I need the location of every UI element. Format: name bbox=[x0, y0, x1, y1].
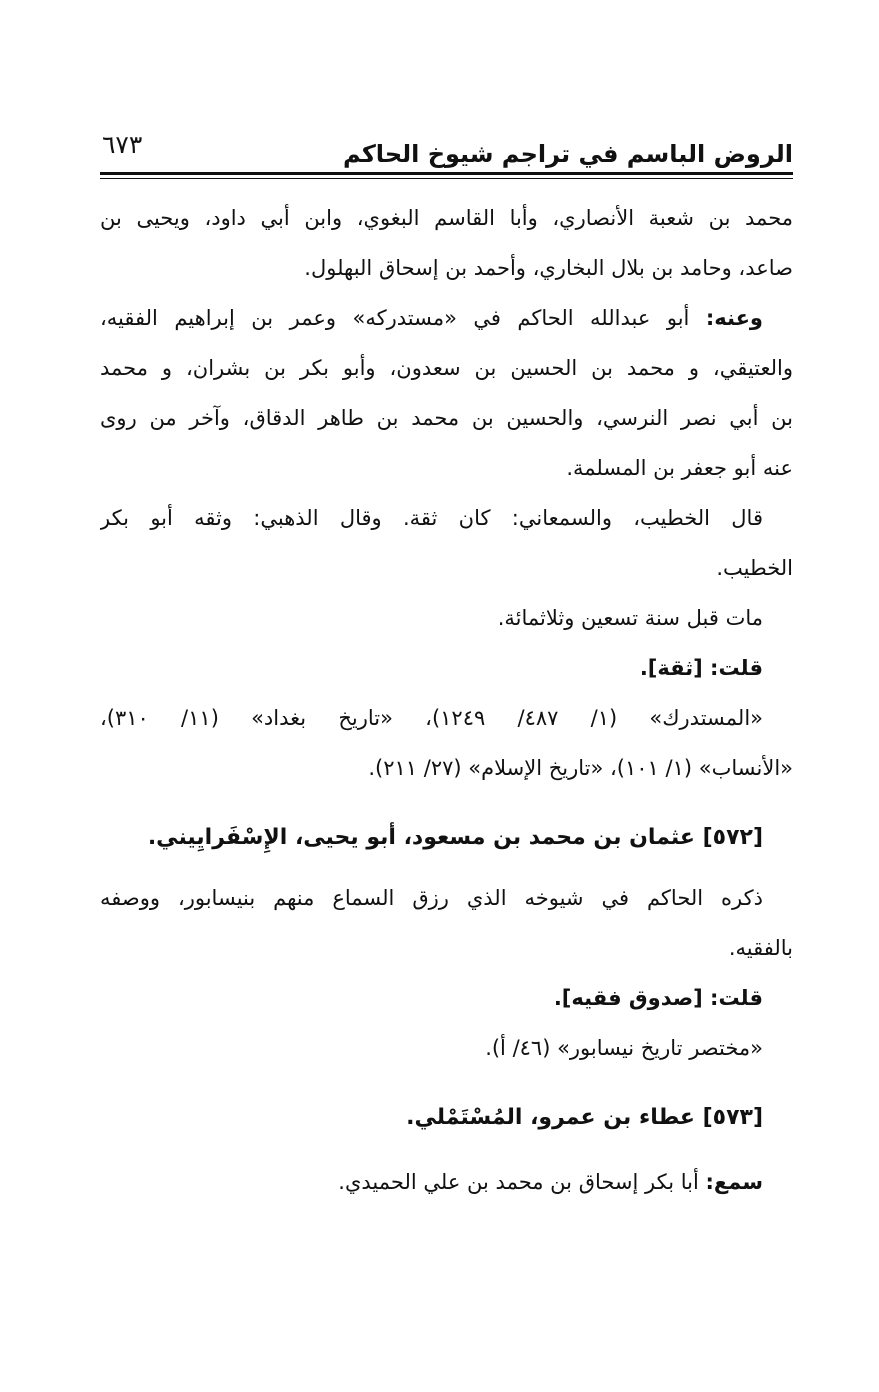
text-line: مات قبل سنة تسعين وثلاثمائة. bbox=[497, 606, 763, 630]
text-line: ذكره الحاكم في شيوخه الذي رزق السماع منهم بنيسابور، ووصفه bbox=[100, 886, 763, 910]
entry-heading: [٥٧٢] عثمان بن محمد بن مسعود، أبو يحيى، الإِسْفَرايِيني. bbox=[147, 825, 763, 850]
text-line: بالفقيه. bbox=[728, 936, 793, 960]
text-line: الخطيب. bbox=[716, 556, 793, 580]
text-line bbox=[100, 296, 793, 340]
reference-line: «مختصر تاريخ نيسابور» (٤٦/ أ). bbox=[485, 1036, 763, 1060]
text-line: بن أبي نصر النرسي، والحسين بن محمد بن طاهر الدقاق، وآخر من روى bbox=[100, 406, 793, 430]
running-title: الروض الباسم في تراجم شيوخ الحاكم bbox=[343, 140, 793, 168]
text-line: قال الخطيب، والسمعاني: كان ثقة. وقال الذهبي: وثقه أبو بكر bbox=[100, 506, 763, 530]
text-line: عنه أبو جعفر بن المسلمة. bbox=[566, 456, 793, 480]
header-rule-thick bbox=[100, 172, 793, 175]
text-line: محمد بن شعبة الأنصاري، وأبا القاسم البغوي، وابن أبي داود، ويحيى بن bbox=[100, 206, 793, 230]
text-run: أبو عبدالله الحاكم في «مستدركه» وعمر بن إبراهيم الفقيه، bbox=[100, 306, 690, 330]
lead-word: وعنه: bbox=[705, 306, 763, 330]
text-run: أبا بكر إسحاق بن محمد بن علي الحميدي. bbox=[338, 1170, 699, 1194]
text-line: صاعد، وحامد بن بلال البخاري، وأحمد بن إسحاق البهلول. bbox=[304, 256, 793, 280]
text-line bbox=[100, 1160, 793, 1204]
reference-line: «المستدرك» (١/ ٤٨٧/ ١٢٤٩)، «تاريخ بغداد» (١١/ ٣١٠)، bbox=[100, 706, 763, 730]
page-number: ٦٧٣ bbox=[102, 130, 143, 159]
reference-line: «الأنساب» (١/ ١٠١)، «تاريخ الإسلام» (٢٧/ ٢١١). bbox=[368, 756, 793, 780]
verdict-line: قلت: [صدوق فقيه]. bbox=[553, 986, 763, 1010]
page-header bbox=[100, 130, 793, 170]
entry-heading: [٥٧٣] عطاء بن عمرو، المُسْتَمْلي. bbox=[406, 1105, 763, 1130]
header-rule-thin bbox=[100, 178, 793, 179]
lead-word: سمع: bbox=[705, 1170, 763, 1194]
verdict-line: قلت: [ثقة]. bbox=[639, 656, 763, 680]
text-line: والعتيقي، و محمد بن الحسين بن سعدون، وأبو بكر بن بشران، و محمد bbox=[100, 356, 793, 380]
